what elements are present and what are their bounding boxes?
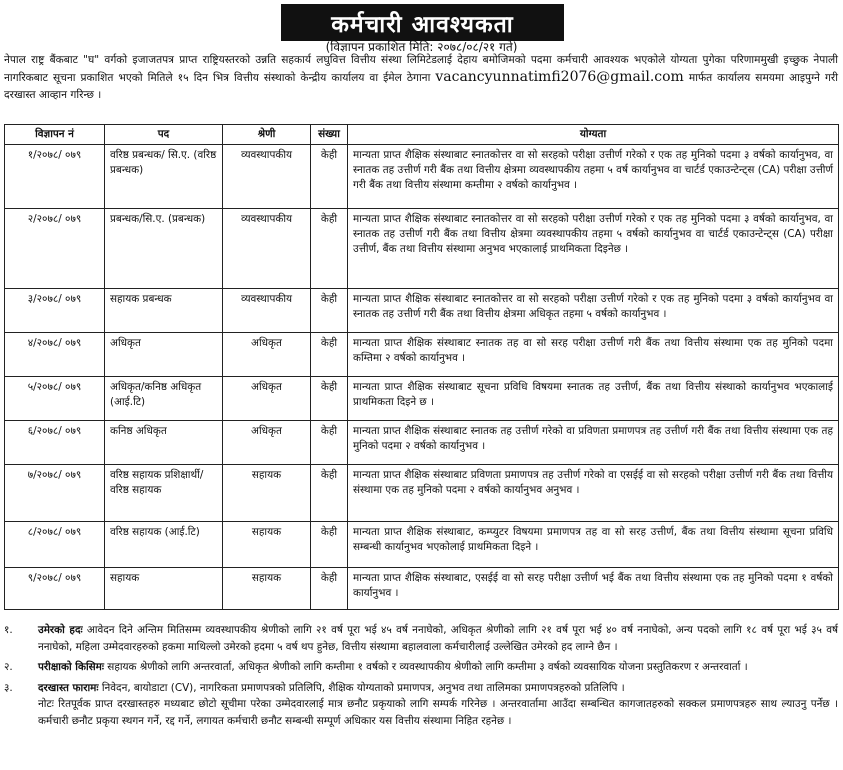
published-date: (विज्ञापन प्रकाशित मिति: २०७८/०८/२१ गते) bbox=[325, 40, 518, 54]
qualification: मान्यता प्राप्त शैक्षिक संस्थाबाट स्नातकोत्तर वा सो सरहको परीक्षा उत्तीर्ण गरेको र एक तह मुनिको पदमा ३ वर्षको कार्यानुभव, वा स्नातक तह उत्तीर्ण गरी बैंक तथा वित्तीय क्षेत्रमा व्यवस्थापकीय तहमा ५ वर्ष कार्यानुभव वा चार्टर्ड एकाउन्टेन्ट्स (CA) परीक्षा उत्तीर्ण गरी बैंक तथा वित्तीय संस्थामा कम्तीमा २ वर्षको कार्यानुभव । bbox=[348, 145, 839, 209]
category: अधिकृत bbox=[223, 421, 311, 465]
intro-text-end: मार्फत कार्यालय समयमा आइपुग्ने गरी दरखास्त आव्हान गरिन्छ । bbox=[4, 72, 838, 101]
ad-number: ७/२०७८/ ०७९ bbox=[5, 465, 105, 522]
qualification: मान्यता प्राप्त शैक्षिक संस्थाबाट, कम्प्युटर विषयमा प्रमाणपत्र तह वा सो सरह उत्तीर्ण, बैंक तथा वित्तीय संस्थामा सूचना प्रविधि सम्बन्धी कार्यानुभव भएकोलाई प्राथमिकता दिइने । bbox=[348, 522, 839, 568]
header-count: संख्या bbox=[311, 125, 348, 145]
intro-text: नेपाल राष्ट्र बैंकबाट "घ" वर्गको इजाजतपत्र प्राप्त राष्ट्रियस्तरको उन्नति सहकार्य लघुवित्त वित्तीय संस्था लिमिटेडलाई देहाय बमोजिमको पदमा कर्मचारी आवश्यक भएकोले योग्यता पुगेका परिणाममुखी इच्छुक नेपाली नागरिकबाट सूचना प्रकाशित भएको मितिले १५ दिन भित्र वित्तीय संस्थाको केन्द्रीय कार्यालय वा ईमेल ठेगाना bbox=[4, 54, 838, 84]
ad-number: १/२०७८/ ०७९ bbox=[5, 145, 105, 209]
table-row bbox=[5, 289, 839, 333]
post-name: कनिष्ठ अधिकृत bbox=[105, 421, 223, 465]
note-subtext: नोटः रितपूर्वक प्राप्त दरखास्तहरु मध्यबाट छोटो सूचीमा परेका उम्मेदवारलाई मात्र छनौट प्रकृयाको लागि सम्पर्क गरिनेछ । अन्तरवार्तामा आउँदा सम्बन्धित कागजातहरुको सक्कल प्रमाणपत्रहरु साथ ल्याउनु पर्नेछ । कर्मचारी छनौट प्रकृया स्थगन गर्ने, रद्द गर्ने, लगायत कर्मचारी छनौट सम्बन्धी सम्पूर्ण अधिकार यस वित्तीय संस्थामा निहित रहनेछ । bbox=[38, 698, 838, 727]
ad-number: ६/२०७८/ ०७९ bbox=[5, 421, 105, 465]
post-name: वरिष्ठ सहायक (आई.टि) bbox=[105, 522, 223, 568]
notes-section bbox=[4, 622, 838, 733]
header-category: श्रेणी bbox=[223, 125, 311, 145]
post-name: वरिष्ठ प्रबन्धक/ सि.ए. (वरिष्ठ प्रबन्धक) bbox=[105, 145, 223, 209]
count: केही bbox=[311, 522, 348, 568]
header-qualification: योग्यता bbox=[348, 125, 839, 145]
table-row bbox=[5, 522, 839, 568]
post-name: अधिकृत bbox=[105, 333, 223, 377]
category: व्यवस्थापकीय bbox=[223, 145, 311, 209]
count: केही bbox=[311, 333, 348, 377]
note-index: ३. bbox=[4, 681, 13, 694]
note-label: उमेरको हदः bbox=[38, 624, 83, 636]
note-text: सहायक श्रेणीको लागि अन्तरवार्ता, अधिकृत श्रेणीको लागि कम्तीमा १ वर्षको र व्यवस्थापकीय श्रेणीको लागि कम्तीमा ३ वर्षको व्यवसायिक योजना प्रस्तुतिकरण र अन्तरवार्ता । bbox=[107, 661, 748, 673]
post-name: प्रबन्धक/सि.ए. (प्रबन्धक) bbox=[105, 209, 223, 289]
post-name: अधिकृत/कनिष्ठ अधिकृत (आई.टि) bbox=[105, 377, 223, 421]
table-row bbox=[5, 465, 839, 522]
note-label: दरखास्त फारामः bbox=[38, 681, 99, 694]
count: केही bbox=[311, 421, 348, 465]
qualification: मान्यता प्राप्त शैक्षिक संस्थाबाट स्नातक तह वा सो सरह परीक्षा उत्तीर्ण गरी बैंक तथा वित्तीय संस्थामा एक तह मुनिको पदमा कम्तिमा २ वर्षको कार्यानुभव । bbox=[348, 333, 839, 377]
table-row bbox=[5, 377, 839, 421]
category: व्यवस्थापकीय bbox=[223, 289, 311, 333]
ad-number: ३/२०७८/ ०७९ bbox=[5, 289, 105, 333]
post-name: वरिष्ठ सहायक प्रशिक्षार्थी/वरिष्ठ सहायक bbox=[105, 465, 223, 522]
note-text: आवेदन दिने अन्तिम मितिसम्म व्यवस्थापकीय श्रेणीको लागि २१ वर्ष पूरा भई ४५ वर्ष ननाघेको, अधिकृत श्रेणीको लागि २१ वर्ष पूरा भई ४० वर्ष ननाघेको, अन्य पदको लागि १८ वर्ष पूरा भई ३५ वर्ष ननाघेको, महिला उम्मेदवारहरुको हकमा माथिल्लो उमेरको हदमा ५ वर्ष थप हुनेछ, वित्तीय संस्थामा बहालवाला कर्मचारीलाई उल्लेखित उमेरको हद लाग्ने छैन । bbox=[38, 624, 838, 653]
note-age-limit bbox=[4, 622, 838, 655]
count: केही bbox=[311, 377, 348, 421]
category: सहायक bbox=[223, 568, 311, 610]
post-name: सहायक प्रबन्धक bbox=[105, 289, 223, 333]
category: सहायक bbox=[223, 522, 311, 568]
note-application-form bbox=[4, 680, 838, 730]
qualification: मान्यता प्राप्त शैक्षिक संस्थाबाट, एसईई वा सो सरह परीक्षा उत्तीर्ण भई बैंक तथा वित्तीय संस्थामा एक तह मुनिको पदमा १ वर्षको कार्यानुभव । bbox=[348, 568, 839, 610]
count: केही bbox=[311, 568, 348, 610]
page-title: कर्मचारी आवश्यकता bbox=[281, 4, 564, 41]
category: अधिकृत bbox=[223, 333, 311, 377]
ad-number: ८/२०७८/ ०७९ bbox=[5, 522, 105, 568]
ad-number: ९/२०७८/ ०७९ bbox=[5, 568, 105, 610]
header-ad-number: विज्ञापन नं bbox=[5, 125, 105, 145]
header-post: पद bbox=[105, 125, 223, 145]
ad-number: ५/२०७८/ ०७९ bbox=[5, 377, 105, 421]
note-index: १. bbox=[4, 624, 13, 636]
table-row bbox=[5, 209, 839, 289]
note-exam-type bbox=[4, 659, 838, 676]
note-text: निवेदन, बायोडाटा (CV), नागरिकता प्रमाणपत्रको प्रतिलिपि, शैक्षिक योग्यताको प्रमाणपत्र, अनुभव तथा तालिमका प्रमाणपत्रहरुको प्रतिलिपि । bbox=[101, 681, 625, 694]
qualification: मान्यता प्राप्त शैक्षिक संस्थाबाट स्नातकोत्तर वा सो सरहको परीक्षा उत्तीर्ण गरेको र एक तह मुनिको पदमा ३ वर्षको कार्यानुभव वा स्नातक तह उत्तीर्ण गरी बैंक तथा वित्तीय क्षेत्रमा अधिकृत तहमा ५ वर्षको कार्यानुभव । bbox=[348, 289, 839, 333]
qualification: मान्यता प्राप्त शैक्षिक संस्थाबाट स्नातकोत्तर वा सो सरहको परीक्षा उत्तीर्ण गरेको र एक तह मुनिको पदमा ३ वर्षको कार्यानुभव, वा स्नातक तह उत्तीर्ण गरी बैंक तथा वित्तीय क्षेत्रमा व्यवस्थापकीय तहमा ५ वर्षको कार्यानुभव वा चार्टर्ड एकाउन्टेन्ट्स (CA) परीक्षा उत्तीर्ण, बैंक तथा वित्तीय संस्थामा अनुभव भएकालाई प्राथमिकता दिइनेछ । bbox=[348, 209, 839, 289]
note-label: परीक्षाको किसिमः bbox=[38, 661, 104, 673]
qualification: मान्यता प्राप्त शैक्षिक संस्थाबाट सूचना प्रविधि विषयमा स्नातक तह उत्तीर्ण, बैंक तथा वित्तीय संस्थाको कार्यानुभव भएकालाई प्राथमिकता दिइने छ । bbox=[348, 377, 839, 421]
count: केही bbox=[311, 289, 348, 333]
vacancy-table bbox=[4, 124, 839, 610]
category: अधिकृत bbox=[223, 377, 311, 421]
count: केही bbox=[311, 465, 348, 522]
count: केही bbox=[311, 145, 348, 209]
category: सहायक bbox=[223, 465, 311, 522]
table-row bbox=[5, 145, 839, 209]
email-address: vacancyunnatimfi2076@gmail.com bbox=[435, 69, 684, 85]
note-index: २. bbox=[4, 661, 13, 673]
qualification: मान्यता प्राप्त शैक्षिक संस्थाबाट स्नातक तह उत्तीर्ण गरेको वा प्रविणता प्रमाणपत्र तह उत्तीर्ण गरी बैंक तथा वित्तीय संस्थामा एक तह मुनिको पदमा २ वर्षको कार्यानुभव । bbox=[348, 421, 839, 465]
qualification: मान्यता प्राप्त शैक्षिक संस्थाबाट प्रविणता प्रमाणपत्र तह उत्तीर्ण गरेको वा एसईई वा सो सरहको परीक्षा उत्तीर्ण गरी बैंक तथा वित्तीय संस्थामा एक तह मुनिको पदमा २ वर्षको कार्यानुभव अनुभव । bbox=[348, 465, 839, 522]
ad-number: २/२०७८/ ०७९ bbox=[5, 209, 105, 289]
table-row bbox=[5, 333, 839, 377]
post-name: सहायक bbox=[105, 568, 223, 610]
table-row bbox=[5, 568, 839, 610]
ad-number: ४/२०७८/ ०७९ bbox=[5, 333, 105, 377]
table-row bbox=[5, 421, 839, 465]
count: केही bbox=[311, 209, 348, 289]
intro-paragraph bbox=[4, 52, 838, 104]
table-header-row bbox=[5, 125, 839, 145]
category: व्यवस्थापकीय bbox=[223, 209, 311, 289]
